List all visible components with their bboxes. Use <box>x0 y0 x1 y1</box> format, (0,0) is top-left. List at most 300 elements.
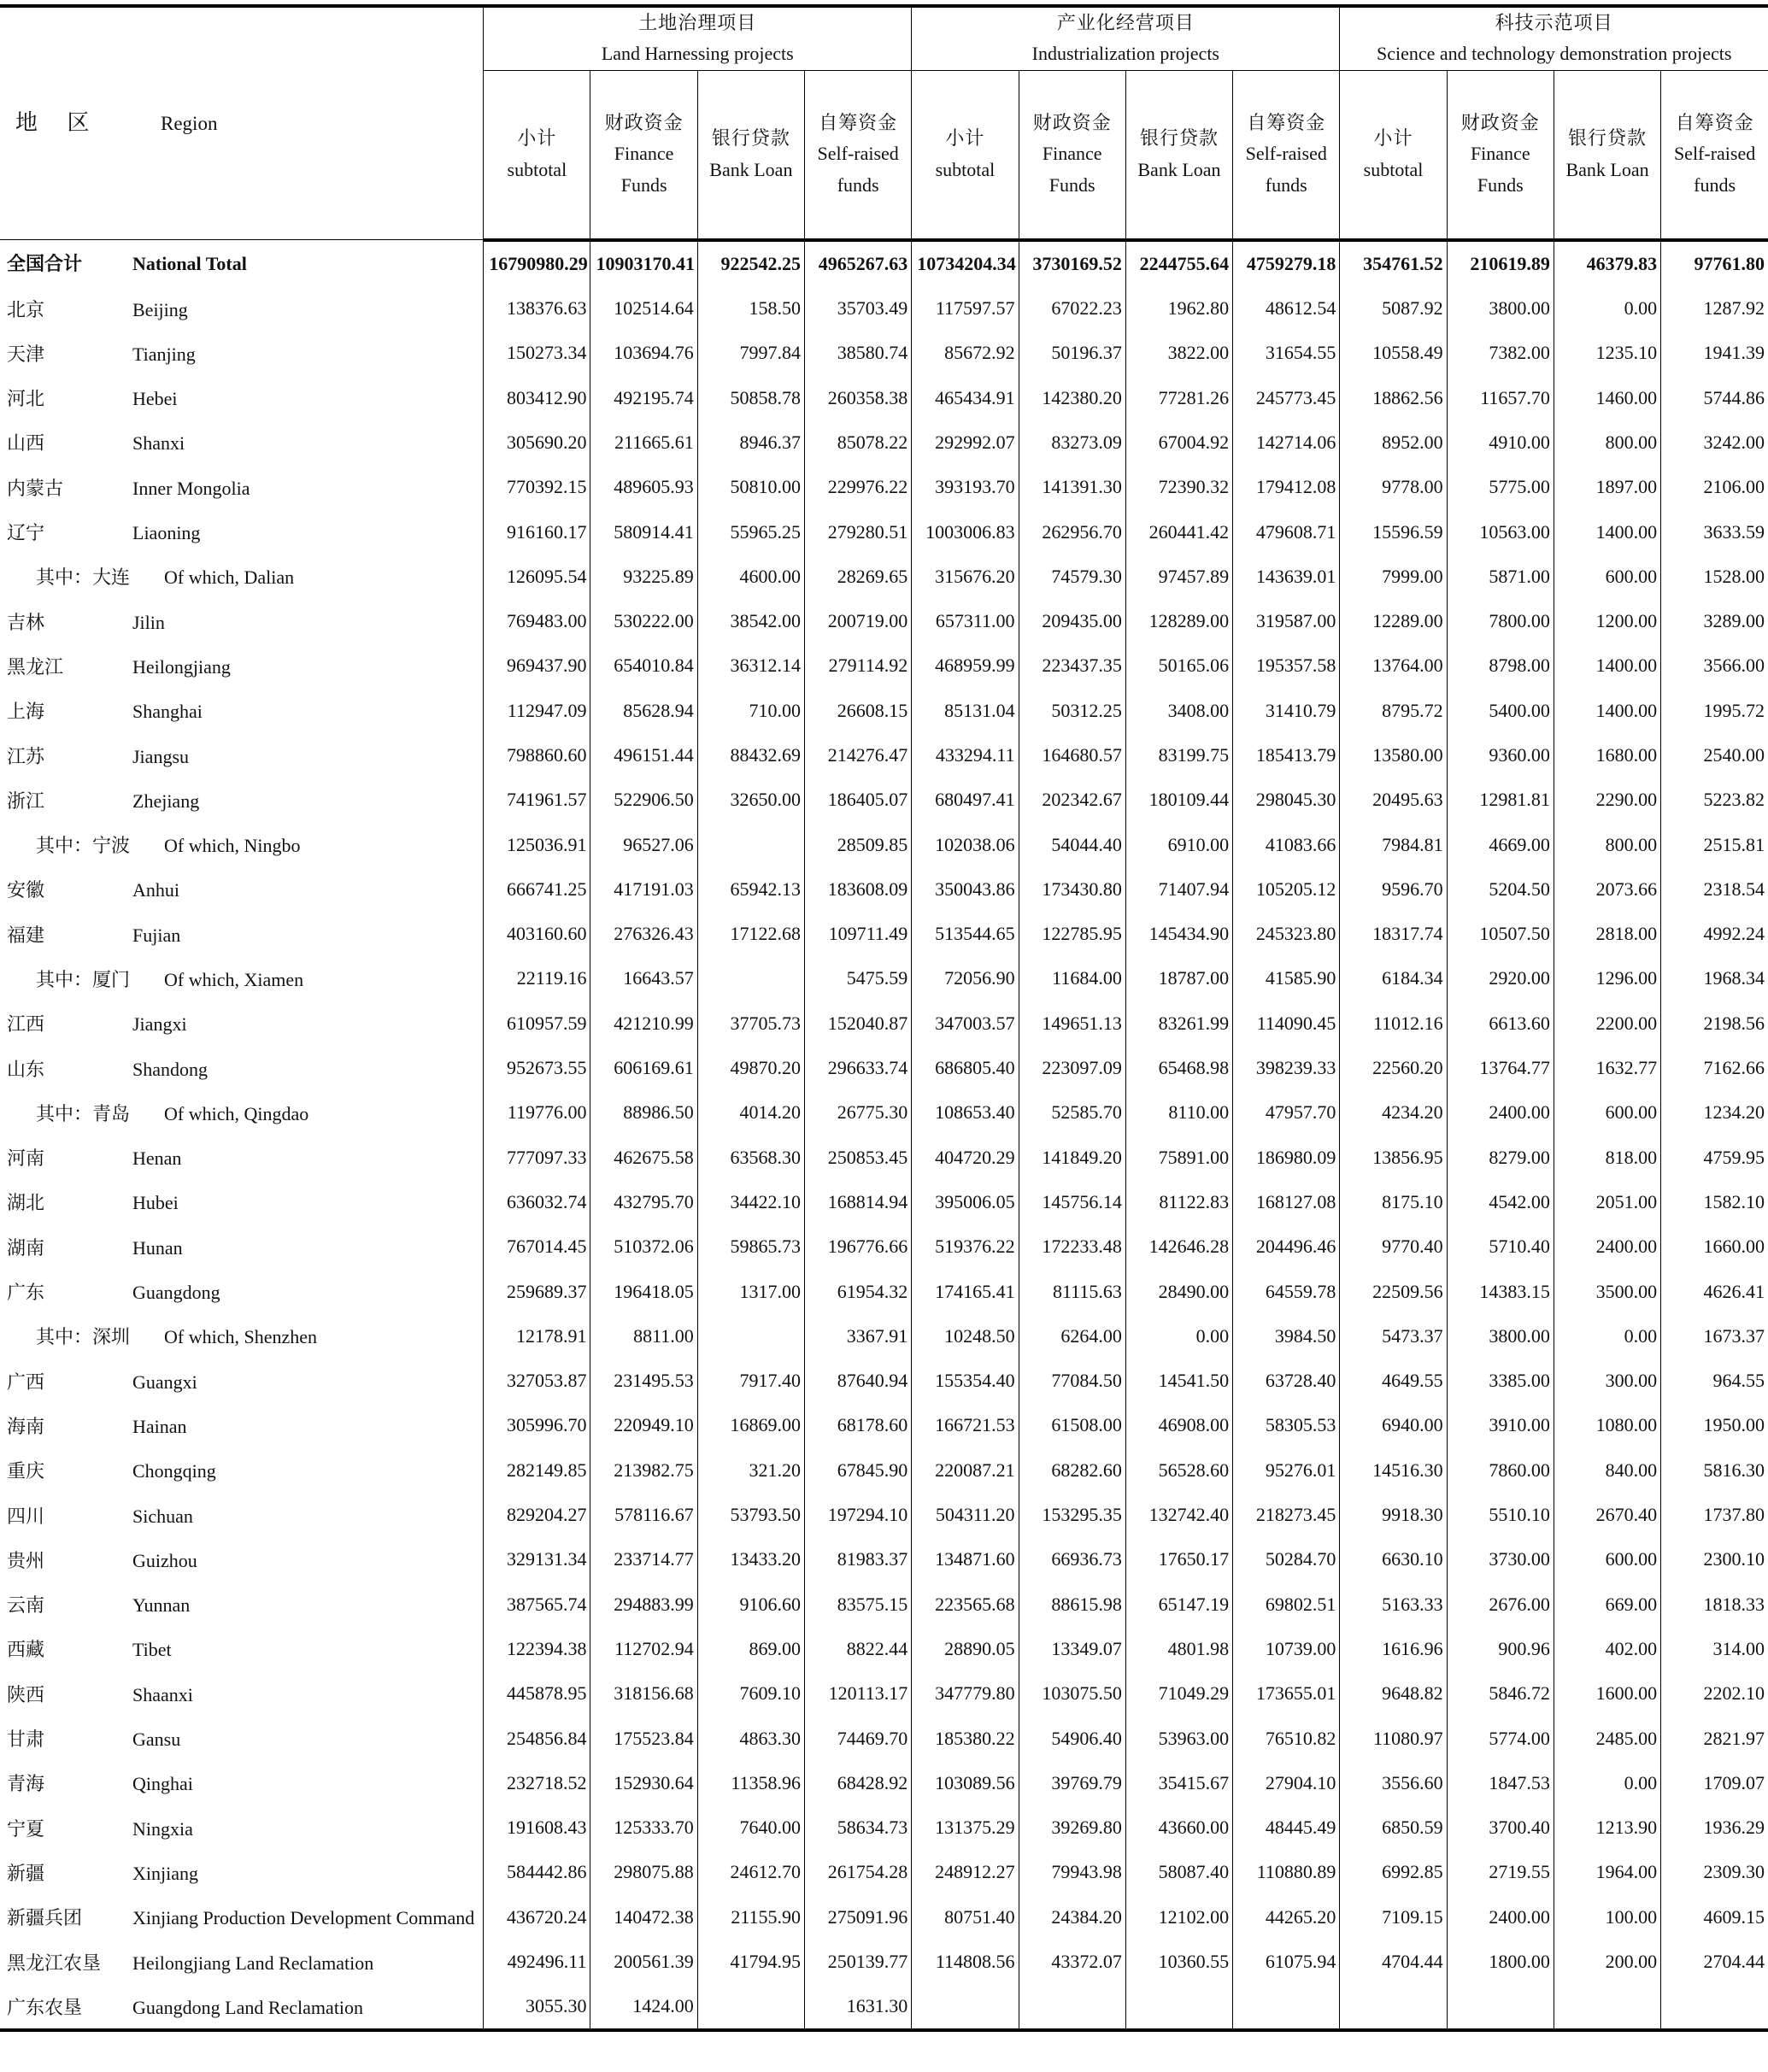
value-cell: 63728.40 <box>1233 1359 1340 1403</box>
value-cell: 600.00 <box>1554 1090 1660 1135</box>
value-cell: 8110.00 <box>1125 1090 1232 1135</box>
value-cell: 5475.59 <box>805 956 912 1001</box>
value-cell: 259689.37 <box>484 1269 590 1313</box>
value-cell: 1995.72 <box>1661 689 1768 733</box>
region-name-cn: 山西 <box>7 432 45 455</box>
value-cell: 83273.09 <box>1019 420 1125 465</box>
region-name-cn: 河北 <box>7 388 45 410</box>
subheader-en: subtotal <box>935 158 996 180</box>
sub-region-row <box>0 1090 1768 1135</box>
value-cell: 17650.17 <box>1125 1537 1232 1582</box>
value-cell: 10507.50 <box>1447 912 1554 956</box>
region-name-cn: 北京 <box>7 298 45 320</box>
value-cell: 44265.20 <box>1233 1895 1340 1940</box>
value-cell: 158.50 <box>697 286 804 331</box>
value-cell: 7109.15 <box>1340 1895 1447 1940</box>
value-cell: 211665.61 <box>590 420 697 465</box>
subheader-cn: 财政资金 <box>1460 112 1540 134</box>
value-cell: 433294.11 <box>912 733 1019 778</box>
table-row <box>0 1180 1768 1224</box>
value-cell: 71049.29 <box>1125 1671 1232 1716</box>
region-header-cn: 地 区 <box>15 110 102 136</box>
region-name-en: Heilongjiang <box>132 655 231 678</box>
value-cell: 233714.77 <box>590 1537 697 1582</box>
value-cell: 88432.69 <box>697 733 804 778</box>
value-cell: 54044.40 <box>1019 822 1125 866</box>
value-cell: 65942.13 <box>697 867 804 912</box>
region-cell <box>0 956 484 1001</box>
value-cell: 2244755.64 <box>1125 240 1232 286</box>
region-cell <box>0 778 484 822</box>
region-name-cn: 其中：宁波 <box>36 835 131 857</box>
subheader-en: Self-raised funds <box>1245 143 1327 196</box>
subheader-en: Finance Funds <box>1042 143 1102 196</box>
value-cell: 710.00 <box>697 689 804 733</box>
value-cell: 2676.00 <box>1447 1582 1554 1627</box>
value-cell: 85131.04 <box>912 689 1019 733</box>
value-cell: 260358.38 <box>805 375 912 420</box>
region-name-cn: 江苏 <box>7 745 45 767</box>
value-cell <box>697 956 804 1001</box>
value-cell: 56528.60 <box>1125 1448 1232 1493</box>
subheader-en: Self-raised funds <box>817 143 899 196</box>
value-cell <box>697 1314 804 1359</box>
value-cell: 393193.70 <box>912 465 1019 509</box>
value-cell: 12102.00 <box>1125 1895 1232 1940</box>
region-name-en: Anhui <box>132 879 179 901</box>
table-row <box>0 1001 1768 1046</box>
value-cell: 5204.50 <box>1447 867 1554 912</box>
value-cell: 2719.55 <box>1447 1850 1554 1894</box>
value-cell: 81983.37 <box>805 1537 912 1582</box>
subheader-cell <box>1554 70 1660 240</box>
value-cell: 3984.50 <box>1233 1314 1340 1359</box>
region-header-en: Region <box>161 113 218 135</box>
value-cell: 869.00 <box>697 1627 804 1671</box>
value-cell: 3242.00 <box>1661 420 1768 465</box>
value-cell: 22560.20 <box>1340 1046 1447 1090</box>
value-cell: 179412.08 <box>1233 465 1340 509</box>
value-cell: 13764.77 <box>1447 1046 1554 1090</box>
value-cell: 2920.00 <box>1447 956 1554 1001</box>
value-cell: 250139.77 <box>805 1940 912 1984</box>
value-cell: 28890.05 <box>912 1627 1019 1671</box>
value-cell: 578116.67 <box>590 1493 697 1537</box>
value-cell: 798860.60 <box>484 733 590 778</box>
value-cell: 68282.60 <box>1019 1448 1125 1493</box>
value-cell: 1600.00 <box>1554 1671 1660 1716</box>
value-cell: 3800.00 <box>1447 286 1554 331</box>
subheader-cell <box>805 70 912 240</box>
region-cell <box>0 1001 484 1046</box>
region-name-en: Zhejiang <box>132 789 200 812</box>
value-cell: 32650.00 <box>697 778 804 822</box>
subheader-cell <box>1340 70 1447 240</box>
group-header-en: Land Harnessing projects <box>601 43 794 65</box>
region-name-cn: 湖北 <box>7 1192 45 1214</box>
value-cell: 2106.00 <box>1661 465 1768 509</box>
region-name-en: Inner Mongolia <box>132 477 250 499</box>
value-cell: 777097.33 <box>484 1136 590 1180</box>
value-cell: 10558.49 <box>1340 331 1447 375</box>
value-cell: 63568.30 <box>697 1136 804 1180</box>
region-cell <box>0 240 484 286</box>
value-cell: 28269.65 <box>805 555 912 599</box>
value-cell: 83575.15 <box>805 1582 912 1627</box>
value-cell: 191608.43 <box>484 1805 590 1850</box>
value-cell: 58305.53 <box>1233 1403 1340 1447</box>
value-cell: 6613.60 <box>1447 1001 1554 1046</box>
region-cell <box>0 912 484 956</box>
value-cell: 1460.00 <box>1554 375 1660 420</box>
value-cell: 840.00 <box>1554 1448 1660 1493</box>
value-cell: 14541.50 <box>1125 1359 1232 1403</box>
value-cell: 72056.90 <box>912 956 1019 1001</box>
table-row <box>0 599 1768 643</box>
subheader-en: Self-raised funds <box>1673 143 1756 196</box>
region-name-cn: 重庆 <box>7 1460 45 1482</box>
region-name-en: Hebei <box>132 388 178 410</box>
value-cell: 195357.58 <box>1233 643 1340 688</box>
table-row <box>0 1984 1768 2030</box>
region-name-en: Guangxi <box>132 1371 197 1393</box>
value-cell: 347003.57 <box>912 1001 1019 1046</box>
value-cell: 4234.20 <box>1340 1090 1447 1135</box>
value-cell: 46908.00 <box>1125 1403 1232 1447</box>
value-cell: 1680.00 <box>1554 733 1660 778</box>
value-cell: 185413.79 <box>1233 733 1340 778</box>
region-cell <box>0 1627 484 1671</box>
value-cell: 125333.70 <box>590 1805 697 1850</box>
value-cell: 0.00 <box>1554 286 1660 331</box>
value-cell: 24384.20 <box>1019 1895 1125 1940</box>
value-cell: 8798.00 <box>1447 643 1554 688</box>
group-header-cn: 产业化经营项目 <box>1056 12 1195 33</box>
value-cell: 68178.60 <box>805 1403 912 1447</box>
table-row <box>0 1671 1768 1716</box>
region-name-cn: 全国合计 <box>7 253 83 275</box>
value-cell: 183608.09 <box>805 867 912 912</box>
region-name-en: Qinghai <box>132 1773 193 1795</box>
value-cell: 229976.22 <box>805 465 912 509</box>
region-name-en: Jilin <box>132 611 165 633</box>
region-cell <box>0 1090 484 1135</box>
subheader-en: Finance Funds <box>614 143 674 196</box>
value-cell: 93225.89 <box>590 555 697 599</box>
value-cell: 150273.34 <box>484 331 590 375</box>
subheader-cell <box>1019 70 1125 240</box>
region-name-en: Of which, Xiamen <box>164 968 304 990</box>
value-cell: 186980.09 <box>1233 1136 1340 1180</box>
value-cell: 7999.00 <box>1340 555 1447 599</box>
value-cell: 6184.34 <box>1340 956 1447 1001</box>
value-cell: 260441.42 <box>1125 509 1232 554</box>
value-cell: 10360.55 <box>1125 1940 1232 1984</box>
value-cell: 141849.20 <box>1019 1136 1125 1180</box>
value-cell: 0.00 <box>1554 1761 1660 1805</box>
table-row <box>0 1850 1768 1894</box>
table-row <box>0 375 1768 420</box>
region-name-en: Guangdong Land Reclamation <box>132 1996 364 2018</box>
value-cell: 128289.00 <box>1125 599 1232 643</box>
value-cell: 6850.59 <box>1340 1805 1447 1850</box>
value-cell: 223097.09 <box>1019 1046 1125 1090</box>
value-cell: 9106.60 <box>697 1582 804 1627</box>
value-cell: 436720.24 <box>484 1895 590 1940</box>
value-cell: 952673.55 <box>484 1046 590 1090</box>
value-cell: 81122.83 <box>1125 1180 1232 1224</box>
region-name-en: Sichuan <box>132 1505 193 1527</box>
value-cell: 16790980.29 <box>484 240 590 286</box>
value-cell: 1582.10 <box>1661 1180 1768 1224</box>
value-cell: 657311.00 <box>912 599 1019 643</box>
value-cell: 200.00 <box>1554 1940 1660 1984</box>
table-row <box>0 286 1768 331</box>
value-cell: 164680.57 <box>1019 733 1125 778</box>
value-cell: 4965267.63 <box>805 240 912 286</box>
sub-region-row <box>0 555 1768 599</box>
value-cell: 1235.10 <box>1554 331 1660 375</box>
table-row <box>0 1627 1768 1671</box>
value-cell: 114090.45 <box>1233 1001 1340 1046</box>
value-cell: 58634.73 <box>805 1805 912 1850</box>
value-cell: 294883.99 <box>590 1582 697 1627</box>
value-cell: 103075.50 <box>1019 1671 1125 1716</box>
value-cell: 27904.10 <box>1233 1761 1340 1805</box>
value-cell: 404720.29 <box>912 1136 1019 1180</box>
value-cell: 95276.01 <box>1233 1448 1340 1493</box>
region-cell <box>0 1940 484 1984</box>
value-cell: 2704.44 <box>1661 1940 1768 1984</box>
table-row <box>0 1448 1768 1493</box>
value-cell: 8952.00 <box>1340 420 1447 465</box>
value-cell: 922542.25 <box>697 240 804 286</box>
table-row <box>0 1046 1768 1090</box>
subheader-cn: 小计 <box>517 127 557 150</box>
value-cell: 97457.89 <box>1125 555 1232 599</box>
value-cell: 117597.57 <box>912 286 1019 331</box>
total-row <box>0 240 1768 286</box>
region-name-en: Xinjiang Production Development Command <box>132 1907 475 1929</box>
table-row <box>0 778 1768 822</box>
value-cell: 3730.00 <box>1447 1537 1554 1582</box>
table-row <box>0 1269 1768 1313</box>
table-row <box>0 331 1768 375</box>
value-cell: 168814.94 <box>805 1180 912 1224</box>
value-cell: 1400.00 <box>1554 689 1660 733</box>
value-cell: 142380.20 <box>1019 375 1125 420</box>
value-cell: 200561.39 <box>590 1940 697 1984</box>
value-cell: 3730169.52 <box>1019 240 1125 286</box>
region-cell <box>0 375 484 420</box>
value-cell: 122785.95 <box>1019 912 1125 956</box>
value-cell: 11080.97 <box>1340 1716 1447 1760</box>
value-cell: 103694.76 <box>590 331 697 375</box>
value-cell: 964.55 <box>1661 1359 1768 1403</box>
value-cell: 398239.33 <box>1233 1046 1340 1090</box>
value-cell <box>1019 1984 1125 2030</box>
table-row <box>0 509 1768 554</box>
value-cell: 421210.99 <box>590 1001 697 1046</box>
value-cell: 67022.23 <box>1019 286 1125 331</box>
region-cell <box>0 1716 484 1760</box>
table-row <box>0 1805 1768 1850</box>
value-cell: 1800.00 <box>1447 1940 1554 1984</box>
value-cell: 28490.00 <box>1125 1269 1232 1313</box>
value-cell: 175523.84 <box>590 1716 697 1760</box>
value-cell <box>1447 1984 1554 2030</box>
value-cell: 231495.53 <box>590 1359 697 1403</box>
region-name-cn: 黑龙江农垦 <box>7 1952 102 1974</box>
table-row <box>0 1493 1768 1537</box>
value-cell: 1897.00 <box>1554 465 1660 509</box>
value-cell: 4649.55 <box>1340 1359 1447 1403</box>
value-cell: 298045.30 <box>1233 778 1340 822</box>
value-cell: 4609.15 <box>1661 1895 1768 1940</box>
value-cell: 50810.00 <box>697 465 804 509</box>
value-cell: 10903170.41 <box>590 240 697 286</box>
value-cell: 7640.00 <box>697 1805 804 1850</box>
value-cell: 2202.10 <box>1661 1671 1768 1716</box>
value-cell: 7917.40 <box>697 1359 804 1403</box>
value-cell: 81115.63 <box>1019 1269 1125 1313</box>
value-cell: 1968.34 <box>1661 956 1768 1001</box>
value-cell: 3289.00 <box>1661 599 1768 643</box>
region-name-en: Jiangsu <box>132 745 189 767</box>
value-cell: 13433.20 <box>697 1537 804 1582</box>
value-cell: 8279.00 <box>1447 1136 1554 1180</box>
value-cell: 145434.90 <box>1125 912 1232 956</box>
value-cell: 327053.87 <box>484 1359 590 1403</box>
value-cell: 77281.26 <box>1125 375 1232 420</box>
subheader-en: subtotal <box>507 158 567 180</box>
value-cell: 5710.40 <box>1447 1224 1554 1269</box>
value-cell: 22509.56 <box>1340 1269 1447 1313</box>
table-row <box>0 912 1768 956</box>
value-cell: 10248.50 <box>912 1314 1019 1359</box>
subheader-cn: 财政资金 <box>1032 112 1112 134</box>
value-cell: 35415.67 <box>1125 1761 1232 1805</box>
sub-region-row <box>0 956 1768 1001</box>
value-cell: 669.00 <box>1554 1582 1660 1627</box>
value-cell: 5871.00 <box>1447 555 1554 599</box>
region-cell <box>0 689 484 733</box>
region-cell <box>0 286 484 331</box>
subheader-cell <box>1233 70 1340 240</box>
value-cell: 395006.05 <box>912 1180 1019 1224</box>
value-cell: 250853.45 <box>805 1136 912 1180</box>
value-cell: 2290.00 <box>1554 778 1660 822</box>
value-cell: 47957.70 <box>1233 1090 1340 1135</box>
value-cell: 468959.99 <box>912 643 1019 688</box>
value-cell: 279280.51 <box>805 509 912 554</box>
region-name-cn: 云南 <box>7 1594 45 1617</box>
region-cell <box>0 1180 484 1224</box>
value-cell: 12289.00 <box>1340 599 1447 643</box>
value-cell: 155354.40 <box>912 1359 1019 1403</box>
value-cell: 220949.10 <box>590 1403 697 1447</box>
value-cell: 105205.12 <box>1233 867 1340 912</box>
value-cell: 14516.30 <box>1340 1448 1447 1493</box>
region-cell <box>0 1314 484 1359</box>
table-row <box>0 420 1768 465</box>
value-cell: 10739.00 <box>1233 1627 1340 1671</box>
value-cell <box>697 1984 804 2030</box>
value-cell: 153295.35 <box>1019 1493 1125 1537</box>
value-cell: 580914.41 <box>590 509 697 554</box>
value-cell: 112947.09 <box>484 689 590 733</box>
value-cell: 80751.40 <box>912 1895 1019 1940</box>
value-cell: 37705.73 <box>697 1001 804 1046</box>
region-name-cn: 陕西 <box>7 1683 45 1705</box>
value-cell: 13349.07 <box>1019 1627 1125 1671</box>
value-cell: 1200.00 <box>1554 599 1660 643</box>
region-cell <box>0 1224 484 1269</box>
region-name-en: Yunnan <box>132 1594 191 1617</box>
region-name-cn: 其中：厦门 <box>36 968 131 990</box>
value-cell: 1941.39 <box>1661 331 1768 375</box>
value-cell: 65468.98 <box>1125 1046 1232 1090</box>
value-cell: 108653.40 <box>912 1090 1019 1135</box>
subheader-cell <box>1661 70 1768 240</box>
value-cell: 20495.63 <box>1340 778 1447 822</box>
table-row <box>0 1761 1768 1805</box>
value-cell: 96527.06 <box>590 822 697 866</box>
value-cell: 174165.41 <box>912 1269 1019 1313</box>
value-cell: 2400.00 <box>1447 1895 1554 1940</box>
value-cell: 2540.00 <box>1661 733 1768 778</box>
region-cell <box>0 331 484 375</box>
region-cell <box>0 1895 484 1940</box>
value-cell: 4992.24 <box>1661 912 1768 956</box>
value-cell: 276326.43 <box>590 912 697 956</box>
value-cell: 417191.03 <box>590 867 697 912</box>
value-cell: 321.20 <box>697 1448 804 1493</box>
value-cell: 248912.27 <box>912 1850 1019 1894</box>
region-name-cn: 黑龙江 <box>7 655 64 678</box>
value-cell: 39769.79 <box>1019 1761 1125 1805</box>
value-cell: 741961.57 <box>484 778 590 822</box>
value-cell: 519376.22 <box>912 1224 1019 1269</box>
value-cell: 168127.08 <box>1233 1180 1340 1224</box>
value-cell: 50312.25 <box>1019 689 1125 733</box>
value-cell: 13764.00 <box>1340 643 1447 688</box>
value-cell: 41083.66 <box>1233 822 1340 866</box>
value-cell: 134871.60 <box>912 1537 1019 1582</box>
value-cell: 4669.00 <box>1447 822 1554 866</box>
value-cell: 347779.80 <box>912 1671 1019 1716</box>
value-cell: 172233.48 <box>1019 1224 1125 1269</box>
value-cell: 17122.68 <box>697 912 804 956</box>
value-cell: 110880.89 <box>1233 1850 1340 1894</box>
table-row <box>0 1895 1768 1940</box>
value-cell: 432795.70 <box>590 1180 697 1224</box>
value-cell: 26608.15 <box>805 689 912 733</box>
value-cell: 492496.11 <box>484 1940 590 1984</box>
value-cell: 50284.70 <box>1233 1537 1340 1582</box>
region-name-cn: 新疆 <box>7 1862 45 1884</box>
region-cell <box>0 822 484 866</box>
value-cell: 2309.30 <box>1661 1850 1768 1894</box>
value-cell: 5087.92 <box>1340 286 1447 331</box>
region-cell <box>0 1761 484 1805</box>
value-cell: 173430.80 <box>1019 867 1125 912</box>
region-name-en: Chongqing <box>132 1460 216 1482</box>
value-cell: 114808.56 <box>912 1940 1019 1984</box>
region-name-cn: 青海 <box>7 1773 45 1795</box>
value-cell: 43372.07 <box>1019 1940 1125 1984</box>
value-cell: 1287.92 <box>1661 286 1768 331</box>
